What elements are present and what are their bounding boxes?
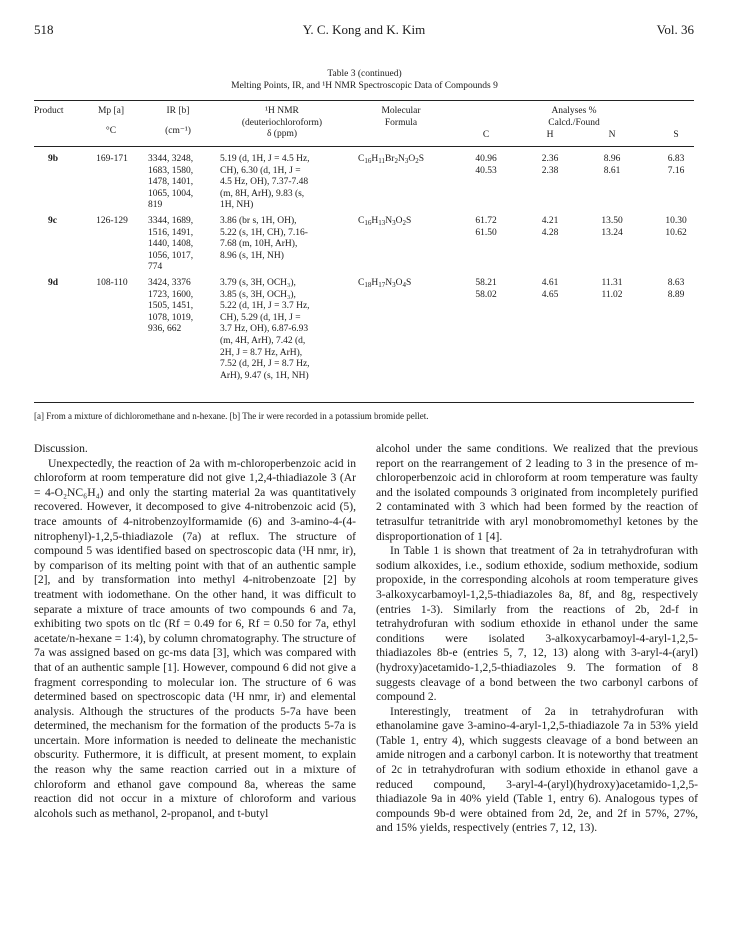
ir-line: 1516, 1491, <box>148 227 194 238</box>
analysis-value: 58.02 <box>475 289 497 300</box>
formula-subscript: 16 <box>364 157 372 165</box>
cell-mp: 108-110 <box>96 278 128 288</box>
nmr-line: CH), 5.29 (d, 1H, J = <box>220 312 301 323</box>
table-caption <box>0 68 729 92</box>
analysis-value: 8.89 <box>667 289 685 300</box>
formula-element: H <box>371 278 379 288</box>
cell-formula <box>358 278 458 292</box>
formula-subscript: 2 <box>402 219 406 227</box>
header-ir <box>146 106 210 137</box>
table-top-rule <box>34 100 694 101</box>
formula-element: N <box>385 216 393 226</box>
formula-element: S <box>418 154 425 164</box>
ir-line: 1683, 1580, <box>148 165 194 176</box>
table-bottom-rule <box>34 402 694 403</box>
cell-n <box>592 278 632 301</box>
ir-line: 1078, 1019, <box>148 312 194 323</box>
ir-line: 3424, 3376 <box>148 278 191 288</box>
header-nmr-solvent: (deuteriochloroform) <box>241 117 323 128</box>
text-column-right <box>376 442 698 836</box>
cell-product: 9d <box>48 278 59 288</box>
formula-subscript: 16 <box>364 219 372 227</box>
ir-line: 3344, 3248, <box>148 154 194 164</box>
table-header-rule <box>34 146 694 147</box>
header-formula-label: Molecular <box>381 106 421 116</box>
ir-line: 936, 662 <box>148 324 182 335</box>
analysis-value: 10.62 <box>665 227 687 238</box>
nmr-line: 5.22 (s, 1H, CH), 7.16- <box>220 227 308 238</box>
formula-subscript: 2 <box>394 157 398 165</box>
cell-ir <box>148 216 216 274</box>
formula-element: N <box>397 154 405 164</box>
formula-subscript: 11 <box>378 157 385 165</box>
nmr-line: 3.79 (s, 3H, OCH₃), <box>220 278 296 288</box>
header-mp-unit: °C <box>105 125 117 136</box>
ir-line: 1478, 1401, <box>148 177 194 188</box>
formula-element: O <box>395 278 403 288</box>
ir-line: 1723, 1600, <box>148 289 194 300</box>
cell-nmr <box>220 216 350 262</box>
analysis-value: 13.24 <box>601 227 623 238</box>
header-formula <box>356 106 446 129</box>
analysis-value: 10.30 <box>665 216 687 226</box>
cell-h <box>530 216 570 239</box>
nmr-line: 7.68 (m, 10H, ArH), <box>220 239 298 250</box>
header-h: H <box>546 130 554 140</box>
analysis-value: 11.31 <box>601 278 623 288</box>
analysis-value: 40.96 <box>475 154 497 164</box>
ir-line: 1440, 1408, <box>148 239 194 250</box>
header-analyses <box>514 106 634 129</box>
formula-element: C <box>358 154 365 164</box>
header-c: C <box>482 130 490 140</box>
header-nmr-unit: δ (ppm) <box>266 129 298 140</box>
nmr-line: CH), 6.30 (d, 1H, J = <box>220 165 301 176</box>
formula-element: O <box>395 216 403 226</box>
formula-element: H <box>371 216 379 226</box>
analysis-value: 2.36 <box>541 154 559 164</box>
formula-element: C <box>358 278 365 288</box>
volume-label: Vol. 36 <box>656 22 694 37</box>
nmr-line: 7.52 (d, 2H, J = 8.7 Hz, <box>220 359 310 370</box>
cell-nmr <box>220 278 350 382</box>
nmr-line: 2H, J = 8.7 Hz, ArH), <box>220 347 303 358</box>
running-header <box>34 22 694 40</box>
nmr-line: 3.85 (s, 3H, OCH₃), <box>220 289 296 300</box>
formula-subscript: 3 <box>404 157 409 165</box>
cell-s <box>656 278 696 301</box>
header-analyses-sub: Calcd./Found <box>548 117 600 128</box>
nmr-line: ArH), 9.47 (s, 1H, NH) <box>220 370 309 381</box>
formula-element: H <box>371 154 379 164</box>
cell-ir <box>148 278 216 336</box>
header-ir-unit: (cm⁻¹) <box>165 125 191 136</box>
formula-element: S <box>405 216 412 226</box>
header-n: N <box>608 130 616 140</box>
formula-subscript: 18 <box>364 281 372 289</box>
header-formula-label2: Formula <box>384 117 418 128</box>
ir-line: 819 <box>148 200 163 211</box>
nmr-line: 5.19 (d, 1H, J = 4.5 Hz, <box>220 154 310 164</box>
header-s: S <box>673 130 679 140</box>
paragraph: Unexpectedly, the reaction of 2a with m-chloroperbenzoic acid in chloroform at room temperature did not give 1,2,4-thiadiazole 3 (Ar = 4-O₂NC₆H₄) and only the starting material 2a was quantitatively recovered. However, it decomposed to give 4-nitrobenzoic acid (5), trace amounts of 4-nitrobenzoylformamide (6) and 3-amino-4-(4-nitrophenyl)-1,2,5-thiadiazole (7a) at reflux. The structure of compound 5 was identified based on spectroscopic data (¹H nmr, ir), by comparison of its melting point with that of an authentic sample [2], and by transformation into methyl 4-nitrobenzoate [2] by treatment with iodomethane. On the other hand, it was difficult to separate a mixture of trace amounts of two compounds 6 and 7a, exhibiting two spots on tlc (Rf = 0.49 for 6, Rf = 0.50 for 7a, ethyl acetate/n-hexane = 1:4), by column chromatography. The structure of 7a was assigned based on gc-ms data [3], which was compared with that of an authentic sample [1]. However, compound 6 did not give a fragment corresponding to molecular ion. The structure of 6 was determined based on spectroscopic data (¹H nmr, ir) and elemental analysis. Although the structures of the products 5-7a have been determined, the mechanism for the formation of the products 5-7a is uncertain. More information is needed to delineate the mechanistic obscurity. Futhermore, it is difficult, at present moment, to explain the reason why the same reaction carried out in a mixture of chloroform and ethanol gave compound 8a, whereas the same reaction did not occur in a mixture of chloroform and various alcohols such as methanol, 2-propanol, and t-butyl <box>34 456 356 820</box>
formula-subscript: 2 <box>415 157 419 165</box>
analysis-value: 58.21 <box>475 278 497 288</box>
cell-formula <box>358 216 458 230</box>
formula-subscript: 13 <box>378 219 386 227</box>
header-mp <box>80 106 142 137</box>
cell-h <box>530 154 570 177</box>
header-ir-label: IR [b] <box>166 106 190 116</box>
analysis-value: 2.38 <box>541 165 559 176</box>
formula-element: N <box>385 278 393 288</box>
analysis-value: 4.65 <box>541 289 559 300</box>
formula-subscript: 4 <box>402 281 406 289</box>
analysis-value: 4.21 <box>541 216 559 226</box>
nmr-line: 4.5 Hz, OH), 7.37-7.48 <box>220 177 309 188</box>
nmr-line: 5.22 (d, 1H, J = 3.7 Hz, <box>220 301 310 312</box>
table-footnote: [a] From a mixture of dichloromethane and n-hexane. [b] The ir were recorded in a potassium bromide pellet. <box>34 411 429 421</box>
ir-line: 1065, 1004, <box>148 188 194 199</box>
paragraph: alcohol under the same conditions. We realized that the previous report on the rearrangement of 2 leading to 3 in the presence of m-chloroperbenzoic acid in chloroform at room temperature was faulty and the isolated compounds 3 originated from incompletely purified 2 contaminated with 3 which had been formed by the reaction of tetrasulfur tetranitride with aryl monobromomethyl ketones by the disproportionation of 1 [4]. <box>376 442 698 543</box>
analysis-value: 4.61 <box>541 278 559 288</box>
cell-s <box>656 154 696 177</box>
cell-ir <box>148 154 216 212</box>
formula-element: O <box>408 154 416 164</box>
header-nmr-label: ¹H NMR <box>265 106 299 116</box>
formula-element: C <box>358 216 365 226</box>
cell-nmr <box>220 154 350 212</box>
ir-line: 3344, 1689, <box>148 216 194 226</box>
formula-subscript: 17 <box>378 281 386 289</box>
ir-line: 774 <box>148 262 163 273</box>
header-mp-label: Mp [a] <box>97 106 125 116</box>
paragraph: Interestingly, treatment of 2a in tetrahydrofuran with ethanolamine gave 3-amino-4-aryl-1,2,5-thiadiazole 7a in 53% yield (Table 1, entry 4), which suggests cleavage of a bond between an amide nitrogen and a carbonyl carbon. It is noteworthy that treatment of 2c in tetrahydrofuran with sodium ethoxide in ethanol gave a reduced compound, 3-aryl-4-(aryl)(hydroxy)acetamido-1,2,5-thiadiazole 9a in 40% yield (Table 1, entry 6). Analogous types of compounds 9b-d were obtained from 2d, 2e, and 2f in 57%, 27%, and 15% yields, respectively (entries 7, 12, 13). <box>376 704 698 835</box>
nmr-line: 1H, NH) <box>220 200 254 211</box>
analysis-value: 4.28 <box>541 227 559 238</box>
cell-formula <box>358 154 458 168</box>
analysis-value: 8.63 <box>667 278 685 288</box>
formula-subscript: 3 <box>392 219 396 227</box>
table-title: Table 3 (continued) <box>327 69 402 79</box>
formula-subscript: 3 <box>392 281 396 289</box>
header-product: Product <box>34 106 64 116</box>
nmr-line: 3.86 (br s, 1H, OH), <box>220 216 297 226</box>
section-heading: Discussion. <box>34 442 88 455</box>
table-subtitle: Melting Points, IR, and ¹H NMR Spectroscopic Data of Compounds 9 <box>231 81 498 91</box>
analysis-value: 8.96 <box>603 154 621 164</box>
formula-element: Br <box>384 154 395 164</box>
formula-element: S <box>405 278 412 288</box>
cell-product: 9c <box>48 216 57 226</box>
cell-h <box>530 278 570 301</box>
ir-line: 1056, 1017, <box>148 250 194 261</box>
text-column-left <box>34 442 356 821</box>
analysis-value: 13.50 <box>601 216 623 226</box>
nmr-line: (m, 8H, ArH), 9.83 (s, <box>220 188 305 199</box>
header-nmr <box>218 106 346 141</box>
analysis-value: 8.61 <box>603 165 621 176</box>
cell-c <box>466 278 506 301</box>
cell-c <box>466 216 506 239</box>
paragraph: In Table 1 is shown that treatment of 2a in tetrahydrofuran with sodium alkoxides, i.e., sodium ethoxide, sodium methoxide, sodium propoxide, in the corresponding alcohols at room temperature gives 3-alkoxycarbamoyl-1,2,5-thiadiazoles 8a, 8f, and 8g, respectively (entries 1-3). Similarly from the reactions of 2b, 2d-f in tetrahydrofuran with sodium ethoxide in ethanol under the same conditions were isolated 3-alkoxycarbamoyl-4-aryl-1,2,5-thiadiazoles 8b-e (entries 5, 7, 12, 13) along with 3-aryl-4-(aryl)(hydroxy)acetamido-1,2,5-thiadiazoles 9. The formation of 8 suggests cleavage of a bond between the two carbonyl carbons of compound 2. <box>376 544 698 704</box>
analysis-value: 11.02 <box>601 289 623 300</box>
analysis-value: 61.72 <box>475 216 497 226</box>
analysis-value: 7.16 <box>667 165 685 176</box>
analysis-value: 6.83 <box>667 154 685 164</box>
cell-s <box>656 216 696 239</box>
cell-mp: 169-171 <box>96 154 128 164</box>
header-analyses-label: Analyses % <box>551 106 597 116</box>
analysis-value: 40.53 <box>475 165 497 176</box>
nmr-line: 3.7 Hz, OH), 6.87-6.93 <box>220 324 309 335</box>
cell-n <box>592 216 632 239</box>
nmr-line: 8.96 (s, 1H, NH) <box>220 250 284 261</box>
page-number: 518 <box>34 22 54 37</box>
cell-n <box>592 154 632 177</box>
nmr-line: (m, 4H, ArH), 7.42 (d, <box>220 335 306 346</box>
cell-c <box>466 154 506 177</box>
cell-product: 9b <box>48 154 59 164</box>
ir-line: 1505, 1451, <box>148 301 194 312</box>
analysis-value: 61.50 <box>475 227 497 238</box>
running-authors: Y. C. Kong and K. Kim <box>302 22 426 37</box>
cell-mp: 126-129 <box>96 216 128 226</box>
